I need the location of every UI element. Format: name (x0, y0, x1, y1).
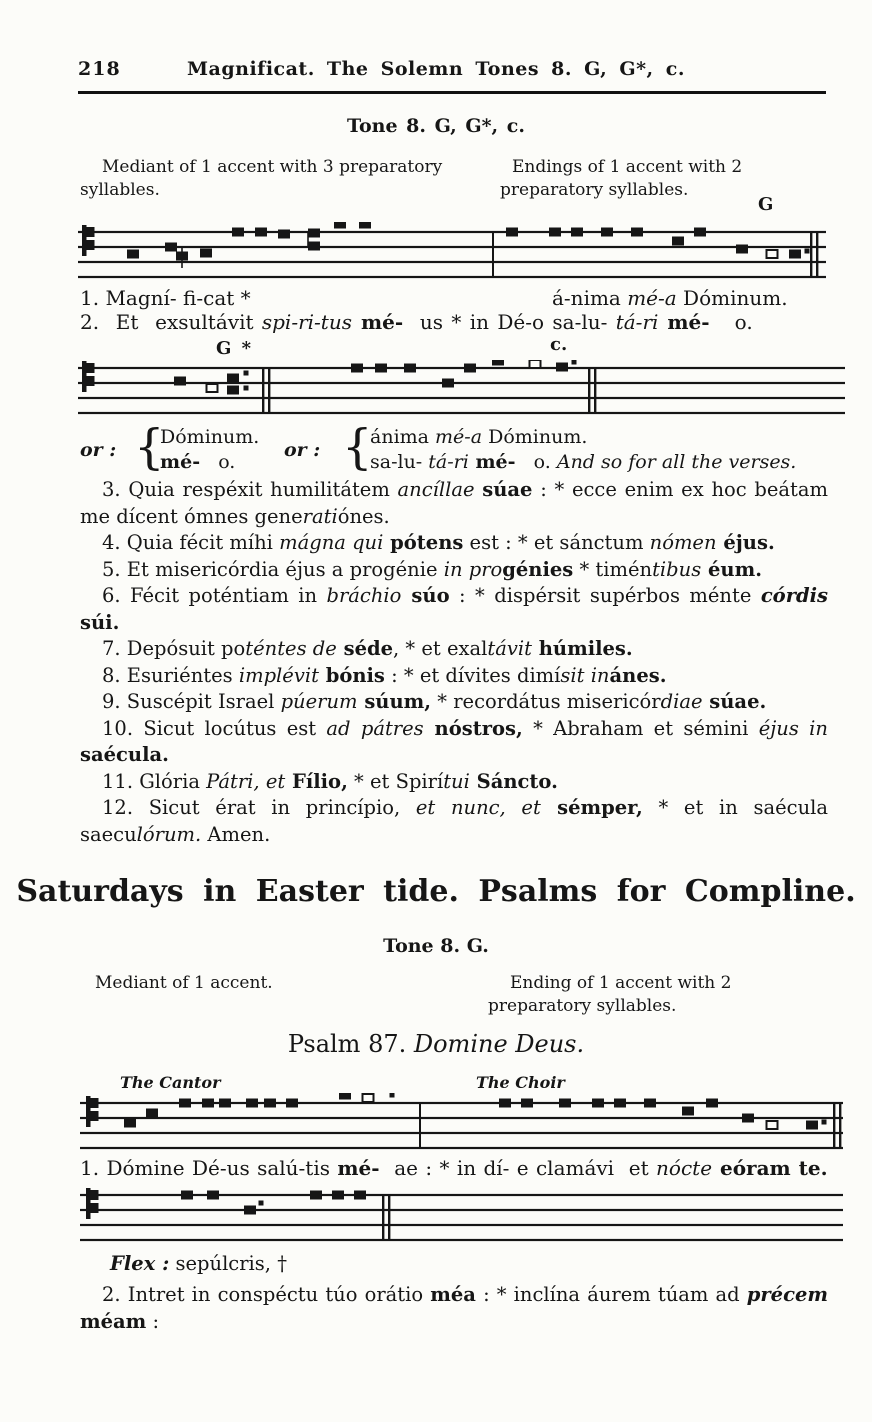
text-segment: ancíllae (397, 478, 483, 501)
verse (80, 689, 828, 716)
verse (80, 583, 828, 636)
psalm-lyric-line (80, 1156, 832, 1180)
chant-staff-2 (78, 360, 845, 424)
text-segment: o. (709, 310, 753, 334)
text-segment: pótens (383, 531, 464, 554)
double-bar-line (388, 1194, 390, 1241)
text-segment: spi-ri-tus (261, 310, 352, 334)
text-segment: génies (502, 557, 574, 581)
text-segment: : * et dívites dimí (384, 663, 561, 687)
text-segment: ánes. (609, 663, 667, 687)
neume-note (334, 222, 346, 229)
text-segment: : * dispérsit supérbos ménte (449, 584, 761, 607)
text-segment: est : * et sánctum (463, 531, 650, 554)
text-segment: 1. Magní- fi-cat * (80, 286, 251, 310)
clef (86, 363, 95, 373)
double-bar-line (268, 367, 270, 414)
neume-note (207, 1191, 219, 1200)
text-segment: ae : * in dí- e clamávi et (379, 1156, 657, 1180)
hollow-note (767, 250, 778, 258)
verse (80, 1281, 828, 1335)
text-segment: tá-ri (615, 310, 659, 334)
neume-note (332, 1191, 344, 1200)
dot (244, 371, 249, 376)
text-segment: us * in Dé-o sa-lu- (403, 310, 616, 334)
text-segment: * recordátus misericór (431, 690, 661, 713)
text-segment: diae (660, 690, 703, 713)
text-segment: ad pátres (326, 716, 424, 740)
text-segment: nómen (649, 531, 717, 554)
text-segment: mágna qui (279, 531, 384, 554)
dot (805, 249, 810, 254)
text-segment: : * inclína áurem túam ad (475, 1283, 747, 1306)
text-segment: et nunc, et (415, 796, 541, 819)
page-number: 218 (78, 58, 121, 80)
mediant-note: Mediant of 1 accent with 3 preparatory syllables. (80, 157, 443, 200)
verse (80, 769, 828, 796)
neume-note (244, 1206, 256, 1215)
text-segment: Flex : (110, 1252, 170, 1275)
neume-note (631, 228, 643, 237)
ending-label-c: c. (550, 334, 568, 355)
neume-note (351, 364, 363, 373)
text-segment: nóstros, (423, 716, 523, 740)
psalm-verse-2 (80, 1281, 828, 1335)
magnificat-verses (80, 477, 828, 848)
neume-note (644, 1099, 656, 1108)
text-segment: sit in (560, 663, 610, 687)
text-segment: mé-a (627, 286, 677, 310)
text-segment: méam (80, 1310, 147, 1333)
text-segment: Sáncto. (469, 769, 558, 793)
staff-line (80, 1194, 843, 1196)
staff-line (78, 367, 845, 369)
text-segment: mé- (351, 310, 404, 334)
verse (80, 716, 828, 769)
or-label-1: or : (80, 439, 117, 461)
neume-note (464, 364, 476, 373)
neume-note (146, 1109, 158, 1118)
double-bar-line (833, 1102, 835, 1149)
verse (80, 477, 828, 530)
text-segment: * et in saécula saecu (80, 796, 828, 846)
text-segment: sa-lu- (370, 451, 429, 473)
text-segment: , * et exal (393, 637, 488, 660)
clef (90, 1098, 99, 1108)
neume-note (549, 228, 561, 237)
tone-heading: Tone 8. G, G*, c. (347, 115, 525, 137)
neume-note (571, 228, 583, 237)
text-segment: 8. Esuriéntes (102, 663, 239, 687)
section-heading: Saturdays in Easter tide. Psalms for Compline. (16, 874, 856, 909)
neume-note (308, 242, 320, 251)
text-segment: 5. Et misericórdia éjus a progénie (102, 557, 444, 581)
verse (80, 663, 828, 690)
text-segment: 7. Depósuit po (102, 637, 246, 660)
text-segment: 1. Dómine Dé-us salú-tis (80, 1156, 338, 1180)
neume-note (286, 1099, 298, 1108)
clef (90, 1203, 99, 1213)
text-segment: 12. Sicut érat in princípio, (102, 796, 416, 819)
neume-note (359, 222, 371, 229)
ending-label-g: G (758, 194, 774, 215)
text-segment: Amen. (201, 822, 271, 846)
neume-note (181, 1191, 193, 1200)
verse (80, 557, 828, 584)
staff-line (80, 1209, 843, 1211)
hollow-note (530, 360, 541, 368)
clef (90, 1190, 99, 1200)
text-segment: 11. Glória (102, 769, 207, 793)
header-rule (78, 91, 826, 94)
text-segment: 6. Fécit poténtiam in (102, 584, 327, 607)
double-bar-line (810, 231, 812, 278)
ending-note-2: Ending of 1 accent with 2 preparatory syllables. (488, 973, 732, 1016)
text-segment: 2. Et exsultávit (80, 310, 262, 334)
alternative-endings-row (80, 419, 830, 482)
staff-line (80, 1117, 843, 1119)
text-segment: Dóminum. (160, 426, 260, 448)
or-option-2-row-1 (370, 425, 587, 450)
staff-line (78, 276, 826, 278)
neume-note (200, 249, 212, 258)
text-segment: tibus (652, 557, 702, 581)
neume-note (601, 228, 613, 237)
or-option-1-row-2 (160, 450, 235, 475)
clef (90, 1111, 99, 1121)
bar-line (492, 231, 494, 278)
cantor-label: The Cantor (120, 1073, 221, 1092)
neume-note (806, 1121, 818, 1130)
text-segment: súo (401, 584, 450, 607)
text-segment: távit (487, 637, 532, 660)
text-segment: súae. (702, 690, 767, 713)
neume-note (255, 228, 267, 237)
hollow-note (363, 1094, 374, 1102)
staff-line (78, 397, 845, 399)
neume-note (506, 228, 518, 237)
text-segment: mé-a (435, 426, 483, 448)
dot (259, 1201, 264, 1206)
text-segment: tui (443, 769, 470, 793)
neume-note (227, 374, 239, 383)
neume-note (499, 1099, 511, 1108)
chant-staff-1 (78, 222, 826, 286)
text-segment: 3. Quia respéxit humilitátem (102, 478, 398, 501)
neume-note (442, 379, 454, 388)
verse (80, 530, 828, 557)
text-segment: húmiles. (531, 637, 633, 660)
neume-note (614, 1099, 626, 1108)
text-segment: súum, (357, 690, 432, 713)
text-segment: bónis (318, 663, 385, 687)
text-segment: 10. Sicut locútus est (102, 716, 327, 740)
bar-line (419, 1102, 421, 1149)
text-segment: And so for all the verses. (556, 451, 797, 473)
chant-lyric-line-1-right (552, 286, 788, 310)
neume-note (246, 1099, 258, 1108)
endings-note: Endings of 1 accent with 2 preparatory syllables. (500, 157, 743, 200)
staff-line (78, 412, 845, 414)
running-header-title: Magnificat. The Solemn Tones 8. G, G*, c. (187, 58, 685, 80)
hollow-note (207, 384, 218, 392)
double-bar-line (839, 1102, 841, 1149)
double-bar-line (382, 1194, 384, 1241)
neume-note (310, 1191, 322, 1200)
text-segment: * timén (573, 557, 653, 581)
dot (572, 360, 577, 365)
neume-note (219, 1099, 231, 1108)
text-segment: éum. (701, 557, 763, 581)
text-segment: in pro (443, 557, 503, 581)
neume-note (404, 364, 416, 373)
neume-note (682, 1107, 694, 1116)
double-bar-line (588, 367, 590, 414)
text-segment: * et Spirí (347, 769, 444, 793)
neume-note (706, 1099, 718, 1108)
text-segment: sémper, (540, 796, 643, 819)
text-segment: Dóminum. (482, 426, 588, 448)
text-segment: mé- (658, 310, 710, 334)
psalm-heading (0, 1030, 872, 1058)
or-label-2: or : (284, 439, 321, 461)
text-segment: éjus. (716, 531, 775, 554)
psalm-subtitle: Domine Deus. (406, 1030, 585, 1058)
text-segment: púerum (280, 690, 358, 713)
flex-line (110, 1252, 287, 1275)
text-segment: méa (430, 1283, 476, 1306)
dot (822, 1120, 827, 1125)
text-segment: o. (200, 451, 236, 473)
double-bar-line (594, 367, 596, 414)
text-segment: Pátri, et (206, 769, 286, 793)
neume-note (179, 1099, 191, 1108)
text-segment: eóram te. (712, 1156, 828, 1180)
dot (390, 1093, 395, 1098)
staff-line (78, 231, 826, 233)
verse (80, 795, 828, 848)
text-segment: téntes de (245, 637, 337, 660)
neume-note (174, 377, 186, 386)
or-option-1-row-1 (160, 425, 259, 450)
text-segment: bráchio (326, 584, 402, 607)
text-segment: o. (515, 451, 557, 473)
or-option-2-row-2 (370, 450, 796, 475)
text-segment: ónes. (337, 504, 390, 528)
neume-note (354, 1191, 366, 1200)
staff-line (80, 1224, 843, 1226)
text-segment: Fílio, (285, 769, 348, 793)
psalm-staff-2 (80, 1187, 843, 1249)
ending-label-g-star: G * (216, 338, 254, 359)
text-segment: saécula. (80, 743, 169, 766)
psalm-title: Psalm 87. (287, 1030, 407, 1058)
dot (244, 386, 249, 391)
text-segment: précem (746, 1283, 828, 1306)
neume-note (694, 228, 706, 237)
neume-note (308, 229, 320, 238)
clef (86, 240, 95, 250)
clef (86, 376, 95, 386)
neume-note (278, 230, 290, 239)
text-segment: nócte (656, 1156, 713, 1180)
neume-note (176, 252, 188, 261)
text-segment: éjus in (758, 716, 828, 740)
text-segment: mé- (337, 1156, 380, 1180)
text-segment: súi. (80, 610, 120, 634)
neume-note (227, 386, 239, 395)
clef (86, 227, 95, 237)
text-segment: séde (336, 637, 394, 660)
neume-note (556, 363, 568, 372)
neume-note (202, 1099, 214, 1108)
text-segment: tá-ri (428, 451, 469, 473)
text-segment: mé- (160, 451, 201, 473)
text-segment: * Abraham et sémini (522, 716, 759, 740)
text-segment: sepúlcris, † (169, 1252, 287, 1275)
staff-line (80, 1239, 843, 1241)
neume-note (736, 245, 748, 254)
neume-note (124, 1119, 136, 1128)
neume-note (789, 250, 801, 259)
text-segment: rati (302, 504, 338, 528)
text-segment: Dóminum. (676, 286, 788, 310)
chant-lyric-line-1-left (80, 286, 251, 310)
double-bar-line (816, 231, 818, 278)
text-segment: : (146, 1310, 160, 1333)
choir-label: The Choir (476, 1073, 565, 1092)
text-segment: 2. Intret in conspéctu túo orátio (102, 1283, 431, 1306)
brace-1: { (134, 419, 165, 475)
neume-note (264, 1099, 276, 1108)
text-segment: á-nima (552, 286, 628, 310)
neume-note (672, 237, 684, 246)
verse (80, 636, 828, 663)
text-segment: implévit (238, 663, 319, 687)
staff-line (78, 382, 845, 384)
neume-note (521, 1099, 533, 1108)
text-segment: 4. Quia fécit míhi (102, 531, 280, 554)
brace-2: { (342, 419, 373, 475)
chant-lyric-line-2 (80, 310, 828, 334)
text-segment: súae (482, 478, 533, 501)
psalm-staff-1 (80, 1093, 843, 1157)
hollow-note (767, 1121, 778, 1129)
text-segment: lórum. (136, 822, 202, 846)
neume-note (165, 243, 177, 252)
double-bar-line (262, 367, 264, 414)
mediant-note-2: Mediant of 1 accent. (95, 973, 273, 993)
text-segment: mé- (468, 451, 516, 473)
text-segment: córdis (760, 584, 828, 607)
neume-note (339, 1093, 351, 1100)
staff-line (80, 1102, 843, 1104)
neume-note (127, 250, 139, 259)
neume-note (232, 228, 244, 237)
text-segment: ánima (370, 426, 436, 448)
neume-note (592, 1099, 604, 1108)
staff-line (78, 261, 826, 263)
neume-note (559, 1099, 571, 1108)
neume-note (375, 364, 387, 373)
tone-heading-2: Tone 8. G. (383, 935, 489, 957)
staff-line (78, 246, 826, 248)
neume-note (492, 360, 504, 366)
text-segment: : * ecce enim ex hoc beátam me dícent ómnes gene (80, 478, 828, 528)
neume-note (742, 1114, 754, 1123)
staff-line (80, 1147, 843, 1149)
staff-line (80, 1132, 843, 1134)
text-segment: 9. Suscépit Israel (102, 690, 281, 713)
